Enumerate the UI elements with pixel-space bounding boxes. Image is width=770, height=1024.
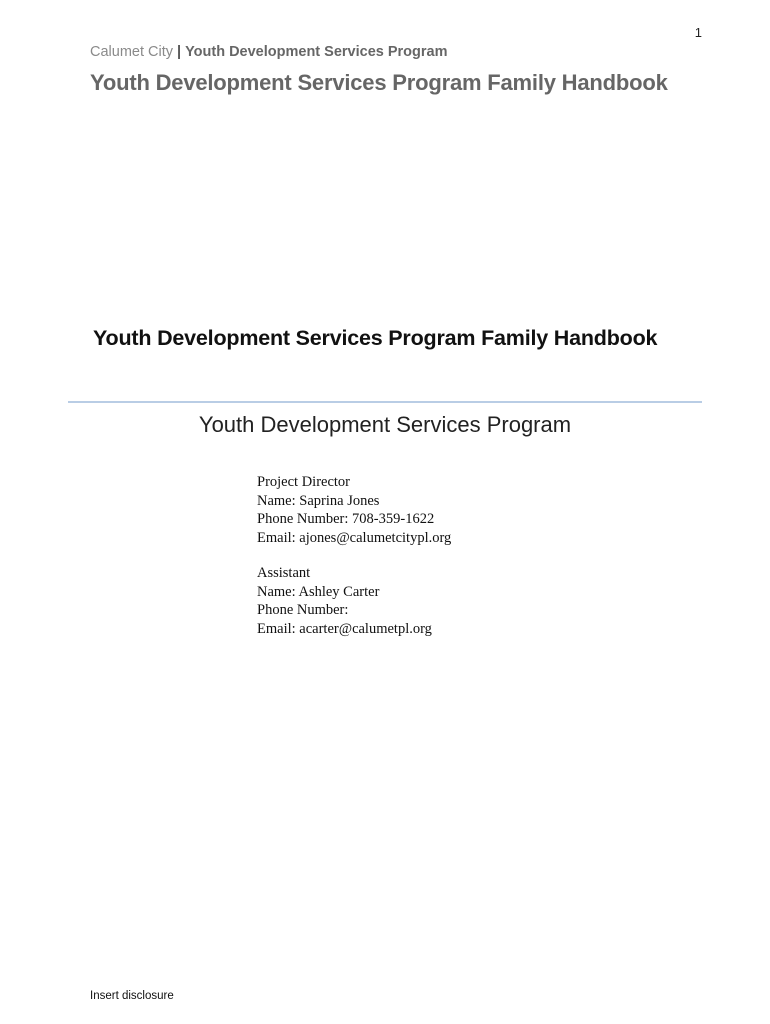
director-phone: Phone Number: 708-359-1622 <box>257 511 435 527</box>
header-program: Youth Development Services Program <box>185 44 448 60</box>
footer-disclosure: Insert disclosure <box>90 990 174 1002</box>
director-contact-block <box>257 473 451 547</box>
assistant-name: Name: Ashley Carter <box>257 583 380 600</box>
director-name: Name: Saprina Jones <box>257 492 380 509</box>
section-divider <box>68 401 702 403</box>
assistant-contact-block <box>257 564 432 638</box>
header-title: Youth Development Services Program Family Handbook <box>90 70 668 95</box>
page-number: 1 <box>694 25 702 40</box>
document-subtitle: Youth Development Services Program <box>198 412 572 437</box>
director-email: Email: ajones@calumetcitypl.org <box>257 529 452 546</box>
assistant-email: Email: acarter@calumetpl.org <box>257 620 432 637</box>
header-separator: | <box>177 44 182 60</box>
assistant-phone: Phone Number: <box>257 602 349 618</box>
director-role: Project Director <box>257 474 351 490</box>
running-header <box>90 44 448 60</box>
assistant-role: Assistant <box>257 565 311 581</box>
header-organization: Calumet City <box>90 44 173 60</box>
document-title: Youth Development Services Program Family Handbook <box>93 326 658 350</box>
